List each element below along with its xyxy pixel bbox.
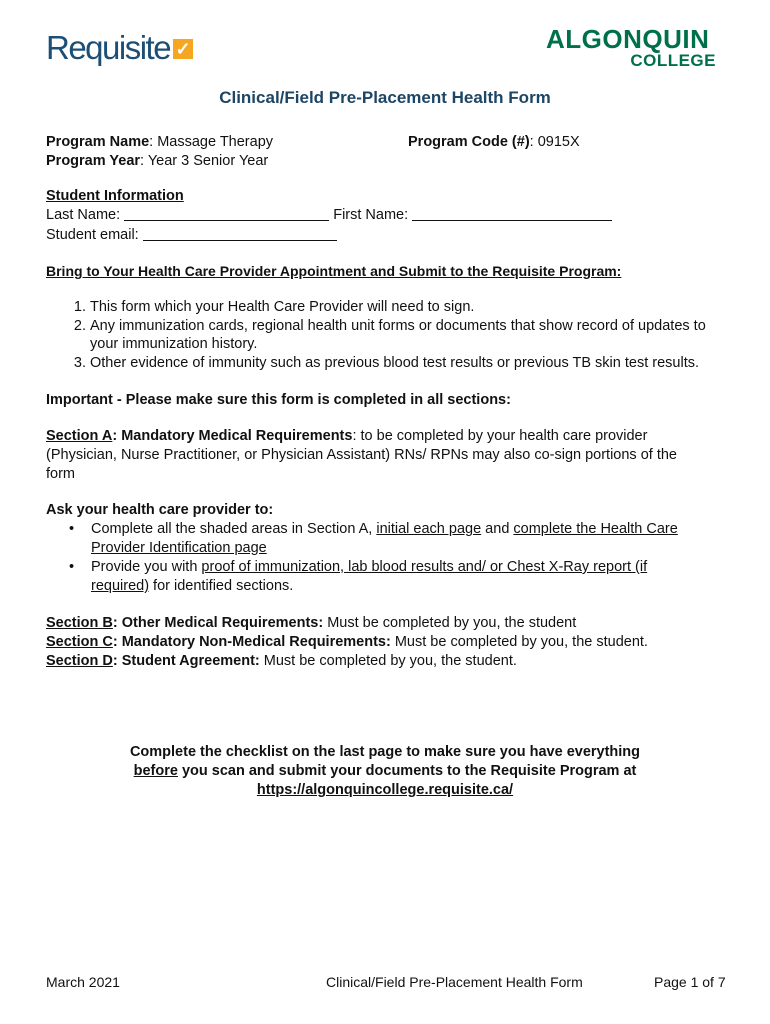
last-name-label: Last Name: bbox=[46, 207, 121, 223]
bullet-icon: • bbox=[69, 521, 75, 537]
email-label: Student email: bbox=[46, 227, 139, 243]
list-item: 3. Other evidence of immunity such as previous blood test results or previous TB skin test results. bbox=[90, 354, 736, 373]
program-code: Program Code (#): 0915X bbox=[408, 134, 580, 150]
footer-date: March 2021 bbox=[46, 974, 120, 990]
section-d: Section D: Student Agreement: Must be completed by you, the student. bbox=[46, 653, 517, 669]
last-name-field[interactable] bbox=[124, 206, 329, 221]
list-item: 1. This form which your Health Care Provider will need to sign. bbox=[90, 298, 736, 317]
requisite-link[interactable]: https://algonquincollege.requisite.ca/ bbox=[256, 782, 514, 798]
email-field[interactable] bbox=[143, 226, 337, 241]
footer-form-name: Clinical/Field Pre-Placement Health Form bbox=[326, 974, 583, 990]
sections-list bbox=[46, 614, 648, 671]
algonquin-logo-line2: COLLEGE bbox=[630, 51, 716, 70]
program-name: Program Name: Massage Therapy bbox=[46, 134, 274, 150]
email-row bbox=[46, 226, 337, 245]
algonquin-logo bbox=[546, 26, 718, 70]
first-name-label: First Name: bbox=[333, 207, 409, 223]
bring-heading: Bring to Your Health Care Provider Appointment and Submit to the Requisite Program: bbox=[46, 263, 622, 279]
ask-list bbox=[46, 520, 736, 596]
footer-page: Page 1 of 7 bbox=[654, 974, 726, 990]
first-name-field[interactable] bbox=[412, 206, 612, 221]
algonquin-logo-line1: ALGONQUIN bbox=[546, 24, 710, 54]
page-title: Clinical/Field Pre-Placement Health Form bbox=[219, 88, 551, 107]
last-name-row bbox=[46, 206, 612, 225]
student-info-heading: Student Information bbox=[46, 188, 184, 204]
requisite-check-icon: ✓ bbox=[173, 39, 193, 59]
requisite-logo-text: Requisite bbox=[46, 29, 171, 66]
ask-heading: Ask your health care provider to: bbox=[46, 502, 274, 518]
bullet-icon: • bbox=[69, 559, 75, 575]
section-c: Section C: Mandatory Non-Medical Requirements: Must be completed by you, the student. bbox=[46, 634, 648, 650]
list-item: • Provide you with proof of immunization, lab blood results and/ or Chest X-Ray report (if required) for identified sections. bbox=[69, 559, 648, 594]
list-item: • Complete all the shaded areas in Section A, initial each page and complete the Health Care Provider Identification page bbox=[69, 521, 678, 556]
bring-list bbox=[46, 298, 736, 372]
section-a-label: Section A bbox=[46, 428, 113, 444]
checklist-note: Complete the checklist on the last page to make sure you have everything before you scan and submit your documents to the Requisite Program at https://algonquincollege.requisite.ca/ bbox=[129, 744, 641, 798]
section-b: Section B: Other Medical Requirements: Must be completed by you, the student bbox=[46, 615, 577, 631]
program-year: Program Year: Year 3 Senior Year bbox=[46, 153, 269, 169]
requisite-logo bbox=[46, 28, 193, 68]
section-a: Section A: Mandatory Medical Requirements: to be completed by your health care provider (Physician, Nurse Practitioner, or Physician Assistant) RNs/ RPNs may also co-sign portions of the form bbox=[46, 428, 677, 482]
important-note: Important - Please make sure this form is completed in all sections: bbox=[46, 392, 511, 408]
list-item: 2. Any immunization cards, regional health unit forms or documents that show record of updates to your immunization history. bbox=[90, 317, 736, 354]
